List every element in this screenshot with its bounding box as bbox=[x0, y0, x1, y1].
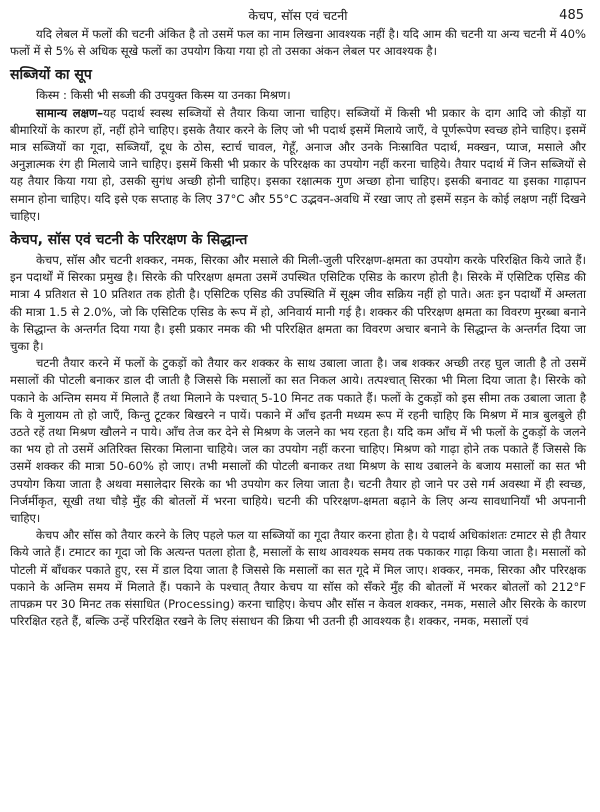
running-title: केचप, सॉस एवं चटनी bbox=[248, 8, 348, 23]
principles-paragraph-1: केचप, सॉस और चटनी शक्कर, नमक, सिरका और मसाले की मिली-जुली परिरक्षण-क्षमता का उपयोग करके परिरक्षित किये जाते हैं। इन पदार्थों में सिरका प्रमुख है। सिरके की परिरक्षण क्षमता उसमें उपस्थित एसिटिक एसिड के कारण होती है। सिरके में एसिटिक एसिड की मात्रा 4 प्रतिशत से 10 प्रतिशत तक होती है। एसिटिक एसिड की उपस्थिति में सूक्ष्म जीव सक्रिय नहीं हो पाते। अतः इन पदार्थों में अम्लता की मात्रा 1.5 से 2.0%, जो कि एसिटिक एसिड के रूप में हो, अनिवार्य मानी गई है। शक्कर की परिरक्षण क्षमता का विवरण मुरब्बा बनाने के सिद्धान्त के अन्तर्गत दिया गया है। इसी प्रकार नमक की भी परिरक्षित क्षमता का विवरण अचार बनाने के सिद्धान्त के अन्तर्गत दिया जा चुका है। bbox=[10, 253, 586, 354]
principles-paragraph-2: चटनी तैयार करने में फलों के टुकड़ों को तैयार कर शक्कर के साथ उबाला जाता है। जब शक्कर अच्छी तरह घुल जाती है तो उसमें मसालों की पोटली बनाकर डाल दी जाती है जिससे कि मसालों का सत निकल आये। तत्पश्चात् सिरका भी मिला दिया जाता है। सिरके को पकाने के अन्तिम समय में मिलाते हैं तथा मिलाने के पश्चात् 5-10 मिनट तक पकाते हैं। फलों के टुकड़ों को इस सीमा तक उबाला जाता है कि वे मुलायम तो हो जाएँ, किन्तु टूटकर बिखरने न पायें। पकाने में आँच इतनी मध्यम रूप में रहनी चाहिए कि मिश्रण में मात्र बुलबुले ही उठते रहें तथा मिश्रण खौलने न पाये। आँच तेज कर देने से मिश्रण के जलने का भय रहता है। यदि कम आँच में भी फलों के टुकड़ों के जलने का भय हो तो उसमें अतिरिक्त सिरका मिलाना चाहिये। जल का उपयोग नहीं करना चाहिए। मिश्रण को गाढ़ा होने तक पकाते हैं जिससे कि उसमें शक्कर की मात्रा 50-60% हो जाए। तभी मसालों की पोटली बनाकर तथा मिश्रण के साथ उबालने के बजाय मसालों का सत भी उपयोग किया जाता है अथवा मसालेदार सिरके का भी उपयोग कर लिया जाता है। चटनी तैयार हो जाने पर उसे गर्म अवस्था में ही स्वच्छ, निर्जर्मीकृत, सूखी तथा चौड़े मुँह की बोतलों में भरना चाहिये। चटनी की परिरक्षण-क्षमता बढ़ाने के लिए अन्य सावधानियाँ भी अपनानी चाहिए। bbox=[10, 356, 586, 526]
general-characteristics-text: यह पदार्थ स्वस्थ सब्जियों से तैयार किया जाना चाहिए। सब्जियों में किसी भी प्रकार के दाग आदि जो कीड़ों या बीमारियों के कारण हों, नहीं होने चाहिए। इसके तैयार करने के लिए जो भी पदार्थ इसमें मिलाये जाएँ, वे पूर्णरूपेण स्वच्छ होने चाहिए। इसमें मात्र सब्जियों का गूदा, सब्जियाँ, दूध के ठोस, स्टार्च चावल, गेहूँ, अनाज और उनके निःस्रावित पदार्थ, मक्खन, प्याज, मसाले और अनुज्ञात्मक रंग ही मिलाये जाने चाहिए। इसमें किसी भी प्रकार के परिरक्षक का उपयोग नहीं करना चाहिये। तैयार पदार्थ में जिन सब्जियों से यह तैयार किया गया हो, उसकी सुगंध अच्छी होनी चाहिए। इसका रक्षात्मक गुण अच्छा होना चाहिए। इसकी बनावट या इसका गाढ़ापन समान होना चाहिए। यदि इसे एक सप्ताह के लिए 37°C और 55°C उद्भवन-अवधि में रखा जाए तो इसमें सड़न के कोई लक्षण नहीं दिखने चाहिए। bbox=[10, 105, 586, 223]
section-heading-principles: केचप, सॉस एवं चटनी के परिरक्षण के सिद्धान्त bbox=[10, 232, 248, 249]
general-characteristics-label: सामान्य लक्षण– bbox=[36, 105, 104, 120]
variety-line: किस्म : किसी भी सब्जी की उपयुक्त किस्म या उनका मिश्रण। bbox=[36, 88, 291, 103]
section-heading-soup: सब्जियों का सूप bbox=[10, 67, 92, 84]
intro-paragraph: यदि लेबल में फलों की चटनी अंकित है तो उसमें फल का नाम लिखना आवश्यक नहीं है। यदि आम की चटनी या अन्य चटनी में 40% फलों में से 5% से अधिक सूखे फलों का उपयोग किया गया हो तो उसका अंकन लेबल पर आवश्यक है। bbox=[10, 27, 586, 59]
general-characteristics-paragraph bbox=[10, 105, 586, 225]
principles-paragraph-3: केचप और सॉस को तैयार करने के लिए पहले फल या सब्जियों का गूदा तैयार करना होता है। ये पदार्थ अधिकांशतः टमाटर से ही तैयार किये जाते हैं। टमाटर का गूदा जो कि अत्यन्त पतला होता है, मसालों के साथ आवश्यक समय तक पकाकर गाढ़ा किया जाता है। मसालों को पोटली में बाँधकर पकाते हुए, रस में डाल दिया जाता है जिससे कि मसालों का सत गूदे में मिल जाए। शक्कर, नमक, सिरका और परिरक्षक पकाने के अन्तिम समय में मिलाते हैं। पकाने के पश्चात् तैयार केचप या सॉस को सँकरे मुँह की बोतलों में भरकर बोतलों को 212°F तापक्रम पर 30 मिनट तक संसाधित (Processing) करना चाहिए। केचप और सॉस न केवल शक्कर, नमक, मसाले और सिरके के कारण परिरक्षित रहते हैं, बल्कि उन्हें परिरक्षित रखने के लिए संसाधन की क्रिया भी उतनी ही आवश्यक है। शक्कर, नमक, मसालों एवं bbox=[10, 528, 586, 629]
page-number: 485 bbox=[559, 8, 584, 23]
running-header bbox=[10, 6, 586, 26]
